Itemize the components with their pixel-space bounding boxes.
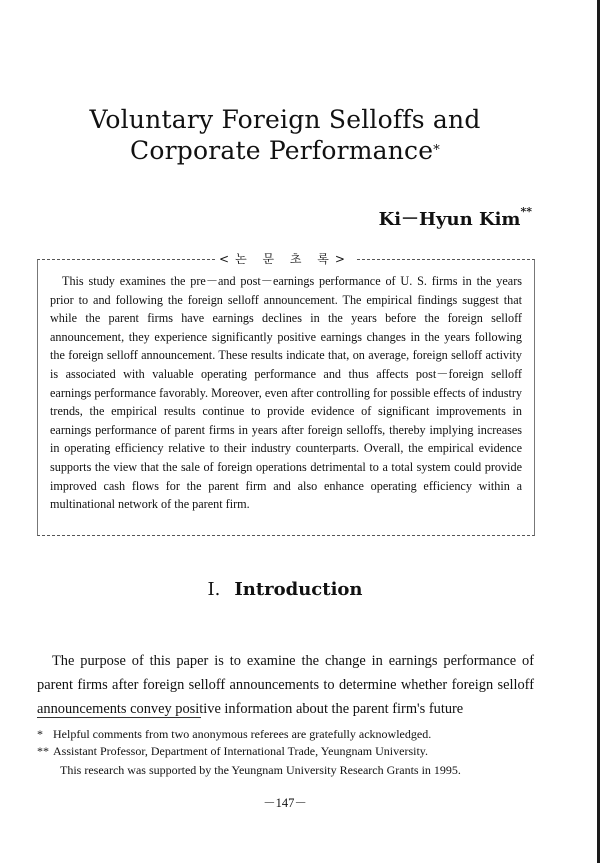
intro-paragraph: The purpose of this paper is to examine the change in earnings performance of parent firms after foreign selloff announcements to determine whether foreign selloff announcements convey positive information about the parent firm's future — [37, 653, 534, 717]
author-footnote-marker: ** — [520, 205, 532, 218]
abstract-heading-text: <논 문 초 록> — [215, 252, 355, 266]
footnote-3-text: This research was supported by the Yeungnam University Research Grants in 1995. — [60, 763, 461, 777]
footnote-2-text: Assistant Professor, Department of International Trade, Yeungnam University. — [53, 744, 429, 758]
abstract-heading — [0, 250, 570, 268]
abstract-text: This study examines the pre－and post－earnings performance of U. S. firms in the years prior to and following the foreign selloff announcement. The empirical findings suggest that while the parent firms have earnings declines in the years before the foreign selloff announcement, they experience significantly positive earnings changes in the years following the foreign selloff announcement. These results indicate that, on average, foreign selloff activity is associated with valuable operating performance and thus affects post－foreign selloff earnings performance favorably. Moreover, even after controlling for possible effects of industry trends, the empirical results continue to provide evidence of significant improvements in earnings performance of parent firms in years after foreign selloffs, thereby implying increases in operating efficiency relative to their industry counterparts. Overall, the empirical evidence supports the view that the sale of foreign operations detrimental to a total system could provide improved cash flows for the parent firm and also enhance operating efficiency within a multinational network of the parent firm. — [50, 274, 522, 512]
section-number: I. — [207, 579, 221, 600]
footnote-2 — [37, 743, 537, 759]
section-heading — [0, 579, 570, 600]
footnote-1-mark: * — [37, 727, 43, 741]
title-footnote-marker: * — [433, 143, 440, 158]
title-line-1: Voluntary Foreign Selloffs and — [89, 105, 481, 134]
page-number: －147－ — [263, 796, 307, 810]
footnote-1-text: Helpful comments from two anonymous referees are gratefully acknowledged. — [53, 727, 432, 741]
footnote-3 — [60, 762, 560, 778]
title-line-2-text: Corporate Performance — [130, 136, 434, 165]
footnote-1 — [37, 726, 537, 742]
paper-title — [0, 104, 570, 166]
footnote-rule — [37, 717, 201, 718]
footnote-2-mark: ** — [37, 744, 49, 758]
section-title: Introduction — [234, 579, 363, 600]
title-line-2 — [0, 135, 570, 166]
author-name-text: Ki－Hyun Kim — [378, 209, 521, 230]
author-name — [379, 205, 532, 231]
